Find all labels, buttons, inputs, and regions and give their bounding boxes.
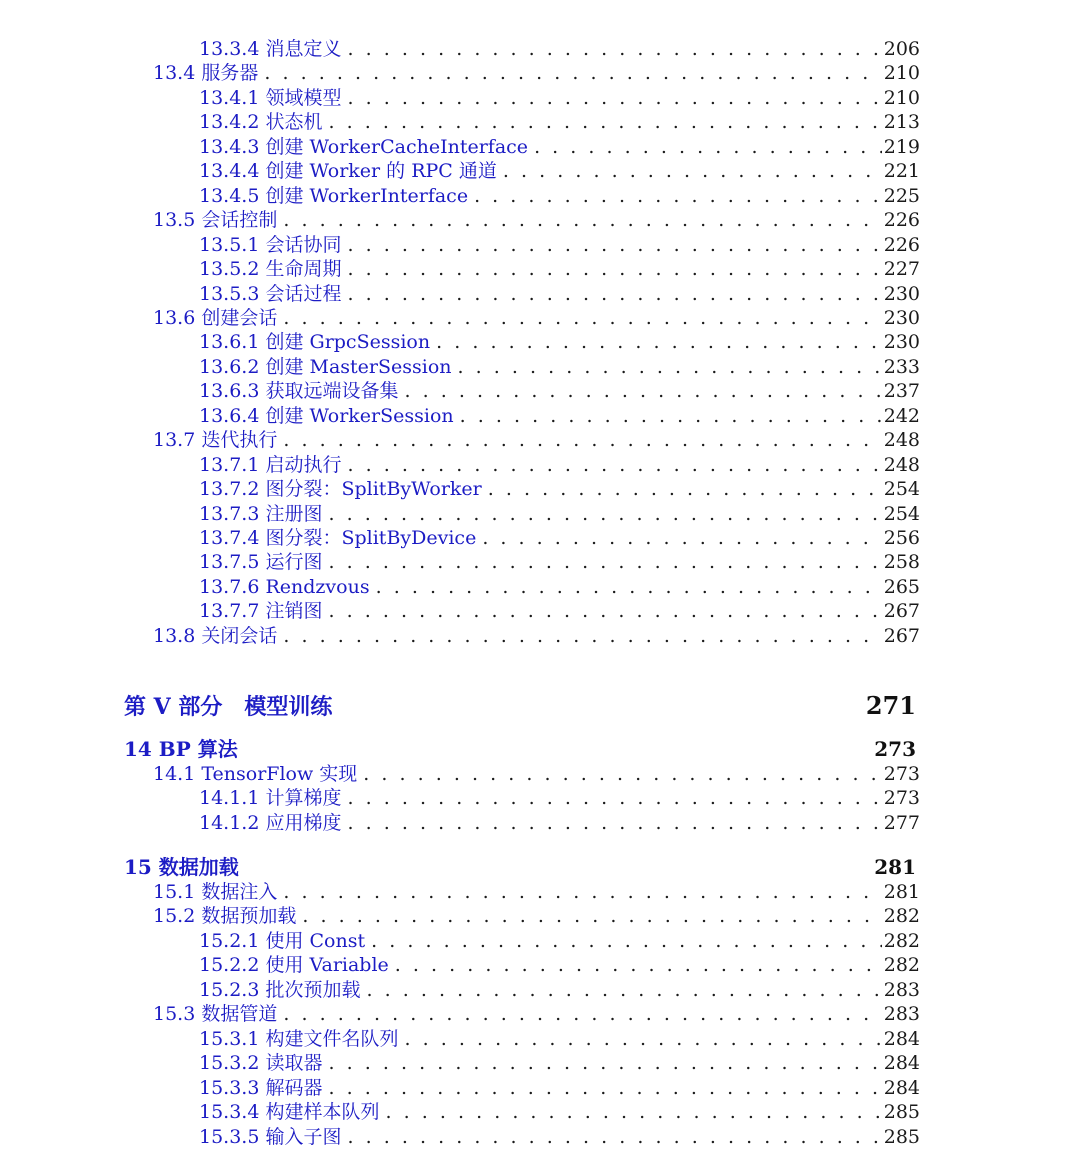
toc-entry-page-number: 285: [883, 1125, 920, 1148]
dot-leader: [347, 811, 881, 835]
dot-leader: [328, 550, 881, 574]
toc-entry[interactable]: [153, 624, 920, 648]
toc-entry-page-number: 226: [883, 233, 920, 256]
toc-entry-page-number: 227: [883, 258, 920, 281]
toc-entry-page-number: 282: [883, 929, 920, 952]
toc-entry-page-number: 273: [883, 787, 920, 810]
dot-leader: [328, 599, 881, 623]
toc-entry-page-number: 206: [883, 38, 920, 60]
toc-entry[interactable]: [199, 86, 920, 110]
toc-entry[interactable]: [153, 208, 920, 232]
toc-entry[interactable]: [153, 904, 920, 928]
dot-leader: [283, 880, 881, 904]
toc-entry[interactable]: [199, 1027, 920, 1051]
toc-entry-title: 15.1 数据注入: [153, 881, 278, 903]
dot-leader: [347, 86, 881, 110]
toc-entry-title: 15.2 数据预加载: [153, 905, 297, 928]
toc-entry[interactable]: [199, 355, 920, 379]
toc-entry-page-number: 248: [883, 429, 920, 452]
dot-leader: [366, 978, 881, 1002]
toc-entry-page-number: 254: [883, 502, 920, 525]
toc-entry-title: 13.6.3 获取远端设备集: [199, 380, 399, 403]
toc-entry-title: 15.2.1 使用 Const: [199, 929, 366, 952]
dot-leader: [328, 110, 881, 134]
toc-entry-page-number: 283: [883, 978, 920, 1001]
dot-leader: [534, 135, 882, 159]
chapter-14-entry[interactable]: [124, 737, 916, 761]
chapter-title: 15 数据加载: [124, 855, 239, 879]
toc-entry-page-number: 267: [883, 600, 920, 623]
chapter-page-number: 281: [874, 855, 916, 879]
toc-entry[interactable]: [199, 37, 920, 61]
toc-entry[interactable]: [199, 184, 920, 208]
toc-entry-title: 13.4.2 状态机: [199, 111, 323, 134]
dot-leader: [474, 184, 882, 208]
toc-entry[interactable]: [199, 159, 920, 183]
toc-entry-title: 15.3.2 读取器: [199, 1052, 323, 1075]
toc-entry-page-number: 225: [883, 184, 920, 207]
toc-entry-title: 14.1 TensorFlow 实现: [153, 763, 358, 785]
toc-entry-title: 13.6 创建会话: [153, 306, 278, 329]
toc-entry-title: 13.6.1 创建 GrpcSession: [199, 331, 431, 354]
toc-entry-title: 13.4.4 创建 Worker 的 RPC 通道: [199, 160, 497, 183]
toc-entry-title: 13.5.3 会话过程: [199, 282, 342, 305]
dot-leader: [460, 404, 882, 428]
dot-leader: [283, 1002, 881, 1026]
dot-leader: [347, 257, 881, 281]
toc-entry-page-number: 277: [883, 811, 920, 834]
toc-entry[interactable]: [199, 1076, 920, 1100]
dot-leader: [503, 159, 882, 183]
toc-entry[interactable]: [199, 330, 920, 354]
toc-entry-title: 13.7 迭代执行: [153, 429, 278, 452]
toc-entry-page-number: 230: [883, 331, 920, 354]
toc-entry[interactable]: [199, 502, 920, 526]
toc-entry-title: 13.5.2 生命周期: [199, 258, 342, 281]
toc-entry-title: 13.7.1 启动执行: [199, 453, 342, 476]
dot-leader: [347, 282, 881, 306]
toc-entry-page-number: 267: [883, 624, 920, 647]
toc-entry-title: 13.5 会话控制: [153, 209, 278, 232]
dot-leader: [328, 1051, 881, 1075]
toc-entry-title: 13.4.5 创建 WorkerInterface: [199, 184, 469, 207]
dot-leader: [482, 526, 881, 550]
toc-entry-title: 13.7.6 Rendzvous: [199, 575, 370, 598]
toc-entry[interactable]: [199, 453, 920, 477]
toc-entry-page-number: 242: [883, 404, 920, 427]
toc-entry-page-number: 256: [883, 527, 920, 549]
toc-entry-title: 15.3.1 构建文件名队列: [199, 1027, 399, 1050]
toc-entry-page-number: 282: [883, 905, 920, 928]
dot-leader: [347, 453, 881, 477]
dot-leader: [283, 624, 881, 648]
toc-entry[interactable]: [199, 953, 920, 977]
dot-leader: [376, 575, 882, 599]
toc-entry-page-number: 226: [883, 209, 920, 232]
toc-entry[interactable]: [199, 786, 920, 810]
dot-leader: [395, 953, 882, 977]
toc-entry-title: 13.8 关闭会话: [153, 624, 278, 647]
dot-leader: [264, 61, 881, 85]
toc-entry-page-number: 248: [883, 453, 920, 476]
toc-entry-page-number: 230: [883, 282, 920, 305]
toc-entry[interactable]: [153, 428, 920, 452]
toc-entry[interactable]: [199, 1051, 920, 1075]
dot-leader: [328, 1076, 881, 1100]
toc-entry[interactable]: [199, 811, 920, 835]
toc-entry-page-number: 273: [883, 763, 920, 785]
dot-leader: [283, 306, 881, 330]
toc-entry-page-number: 285: [883, 1101, 920, 1124]
toc-entry-page-number: 210: [883, 62, 920, 85]
toc-entry-page-number: 265: [883, 575, 920, 598]
part-title: 第 V 部分 模型训练: [124, 694, 333, 720]
toc-entry[interactable]: [199, 575, 920, 599]
chapter-title: 14 BP 算法: [124, 737, 238, 761]
toc-entry[interactable]: [199, 110, 920, 134]
dot-leader: [347, 37, 881, 61]
toc-entry[interactable]: [199, 599, 920, 623]
part-page-number: 271: [865, 691, 916, 720]
dot-leader: [363, 762, 881, 786]
toc-entry[interactable]: [199, 550, 920, 574]
toc-entry[interactable]: [199, 257, 920, 281]
toc-entry[interactable]: [199, 1125, 920, 1149]
toc-entry-title: 15.3.3 解码器: [199, 1076, 323, 1099]
dot-leader: [385, 1100, 881, 1124]
toc-entry[interactable]: [153, 61, 920, 85]
toc-entry-page-number: 221: [883, 160, 920, 183]
toc-entry[interactable]: [153, 1002, 920, 1026]
toc-entry[interactable]: [153, 762, 920, 786]
toc-entry-page-number: 210: [883, 86, 920, 109]
toc-entry-title: 13.7.3 注册图: [199, 502, 323, 525]
toc-entry[interactable]: [199, 282, 920, 306]
toc-entry-title: 13.6.4 创建 WorkerSession: [199, 404, 454, 427]
toc-entry-page-number: 230: [883, 306, 920, 329]
toc-entry-title: 14.1.1 计算梯度: [199, 787, 342, 810]
toc-entry[interactable]: [199, 978, 920, 1002]
dot-leader: [347, 1125, 881, 1149]
dot-leader: [436, 330, 882, 354]
toc-entry-title: 14.1.2 应用梯度: [199, 811, 342, 834]
chapter-page-number: 273: [874, 737, 916, 761]
toc-entry-title: 13.4.1 领域模型: [199, 86, 342, 109]
chapter-15-entry[interactable]: [124, 855, 916, 879]
toc-entry[interactable]: [199, 1100, 920, 1124]
toc-entry-page-number: 237: [883, 380, 920, 403]
toc-entry[interactable]: [199, 526, 920, 550]
dot-leader: [283, 428, 881, 452]
toc-entry-page-number: 284: [883, 1052, 920, 1075]
toc-entry-title: 15.2.3 批次预加载: [199, 978, 361, 1001]
toc-entry-title: 13.7.4 图分裂：SplitByDevice: [199, 527, 477, 549]
toc-entry[interactable]: [153, 880, 920, 904]
toc-entry-title: 15.3.5 输入子图: [199, 1125, 342, 1148]
toc-entry-page-number: 258: [883, 551, 920, 574]
toc-entry-title: 13.7.2 图分裂：SplitByWorker: [199, 478, 482, 501]
toc-entry-page-number: 284: [883, 1027, 920, 1050]
toc-entry[interactable]: [199, 135, 920, 159]
toc-entry-title: 15.3 数据管道: [153, 1003, 278, 1026]
dot-leader: [488, 477, 882, 501]
part-heading[interactable]: [124, 690, 916, 720]
toc-entry-page-number: 254: [883, 478, 920, 501]
dot-leader: [347, 233, 881, 257]
toc-entry-page-number: 282: [883, 954, 920, 977]
toc-entry-title: 13.4.3 创建 WorkerCacheInterface: [199, 135, 529, 158]
dot-leader: [328, 502, 881, 526]
toc-entry[interactable]: [199, 477, 920, 501]
dot-leader: [347, 786, 881, 810]
dot-leader: [458, 355, 882, 379]
toc-entry-title: 15.3.4 构建样本队列: [199, 1101, 380, 1124]
toc-entry-page-number: 213: [883, 111, 920, 134]
toc-entry[interactable]: [199, 929, 920, 953]
toc-entry-page-number: 281: [883, 881, 920, 903]
toc-entry-page-number: 283: [883, 1003, 920, 1026]
dot-leader: [302, 904, 881, 928]
toc-entry-title: 15.2.2 使用 Variable: [199, 954, 389, 977]
toc-entry-title: 13.3.4 消息定义: [199, 38, 342, 60]
dot-leader: [404, 379, 881, 403]
toc-entry[interactable]: [199, 233, 920, 257]
toc-entry-page-number: 219: [883, 135, 920, 158]
toc-entry-title: 13.6.2 创建 MasterSession: [199, 355, 452, 378]
toc-entry[interactable]: [199, 379, 920, 403]
toc-entry-title: 13.7.7 注销图: [199, 600, 323, 623]
toc-entry-page-number: 233: [883, 355, 920, 378]
toc-entry-page-number: 284: [883, 1076, 920, 1099]
toc-entry[interactable]: [199, 404, 920, 428]
toc-entry-title: 13.4 服务器: [153, 62, 259, 85]
toc-entry[interactable]: [153, 306, 920, 330]
toc-entry-title: 13.7.5 运行图: [199, 551, 323, 574]
dot-leader: [371, 929, 882, 953]
toc-entry-title: 13.5.1 会话协同: [199, 233, 342, 256]
dot-leader: [404, 1027, 881, 1051]
dot-leader: [283, 208, 881, 232]
